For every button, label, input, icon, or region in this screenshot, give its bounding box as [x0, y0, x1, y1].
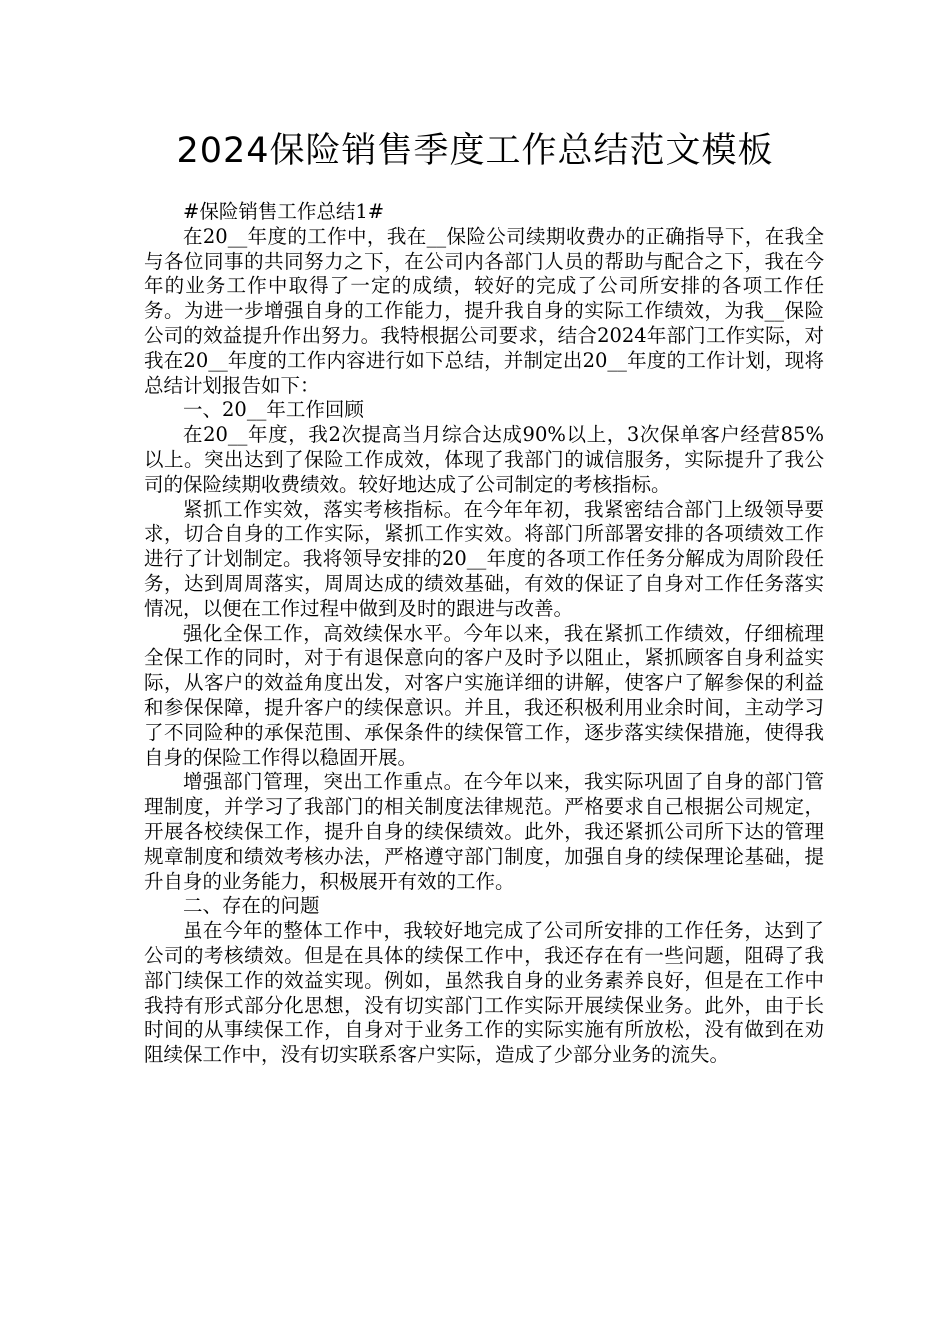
review-paragraph-efficiency: 紧抓工作实效，落实考核指标。在今年年初，我紧密结合部门上级领导要求，切合自身的工作实际，紧抓工作实效。将部门所部署安排的各项绩效工作进行了计划制定。我将领导安排的20__年度的各项工作任务分解成为周阶段任务，达到周周落实，周周达成的绩效基础，有效的保证了自身对工作任务落实情况，以便在工作过程中做到及时的跟进与改善。	[144, 497, 824, 620]
review-paragraph-management: 增强部门管理，突出工作重点。在今年以来，我实际巩固了自身的部门管理制度，并学习了我部门的相关制度法律规范。严格要求自己根据公司规定，开展各校续保工作，提升自身的续保绩效。此外，我还紧抓公司所下达的管理规章制度和绩效考核办法，严格遵守部门制度，加强自身的续保理论基础，提升自身的业务能力，积极展开有效的工作。	[144, 770, 824, 893]
section-heading-review: 一、20__年工作回顾	[183, 398, 364, 422]
problems-paragraph: 虽在今年的整体工作中，我较好地完成了公司所安排的工作任务，达到了公司的考核绩效。但是在具体的续保工作中，我还存在有一些问题，阻碍了我部门续保工作的效益实现。例如，虽然我自身的业务素养良好，但是在工作中我持有形式部分化思想，没有切实部门工作实际开展续保业务。此外，由于长时间的从事续保工作，自身对于业务工作的实际实施有所放松，没有做到在劝阻续保工作中，没有切实联系客户实际，造成了少部分业务的流失。	[144, 919, 824, 1067]
document-body	[144, 200, 824, 1068]
review-paragraph-renewal: 强化全保工作，高效续保水平。今年以来，我在紧抓工作绩效，仔细梳理全保工作的同时，对于有退保意向的客户及时予以阻止，紧抓顾客自身利益实际，从客户的效益角度出发，对客户实施详细的讲解，使客户了解参保的利益和参保保障，提升客户的续保意识。并且，我还积极利用业余时间，主动学习了不同险种的承保范围、承保条件的续保管工作，逐步落实续保措施，使得我自身的保险工作得以稳固开展。	[144, 621, 824, 769]
section-heading-summary-1: #保险销售工作总结1#	[183, 200, 385, 223]
review-paragraph-achievements: 在20__年度，我2次提高当月综合达成90%以上，3次保单客户经营85%以上。突出达到了保险工作成效，体现了我部门的诚信服务，实际提升了我公司的保险续期收费绩效。较好地达成了公司制定的考核指标。	[144, 423, 824, 496]
section-heading-problems: 二、存在的问题	[183, 894, 320, 918]
document-title: 2024保险销售季度工作总结范文模板	[176, 131, 774, 171]
intro-paragraph: 在20__年度的工作中，我在__保险公司续期收费办的正确指导下，在我全与各位同事的共同努力之下，在公司内各部门人员的帮助与配合之下，我在今年的业务工作中取得了一定的成绩，较好的完成了公司所安排的各项工作任务。为进一步增强自身的工作能力，提升我自身的实际工作绩效，为我__保险公司的效益提升作出努力。我特根据公司要求，结合2024年部门工作实际，对我在20__年度的工作内容进行如下总结，并制定出20__年度的工作计划，现将总结计划报告如下：	[144, 224, 824, 397]
